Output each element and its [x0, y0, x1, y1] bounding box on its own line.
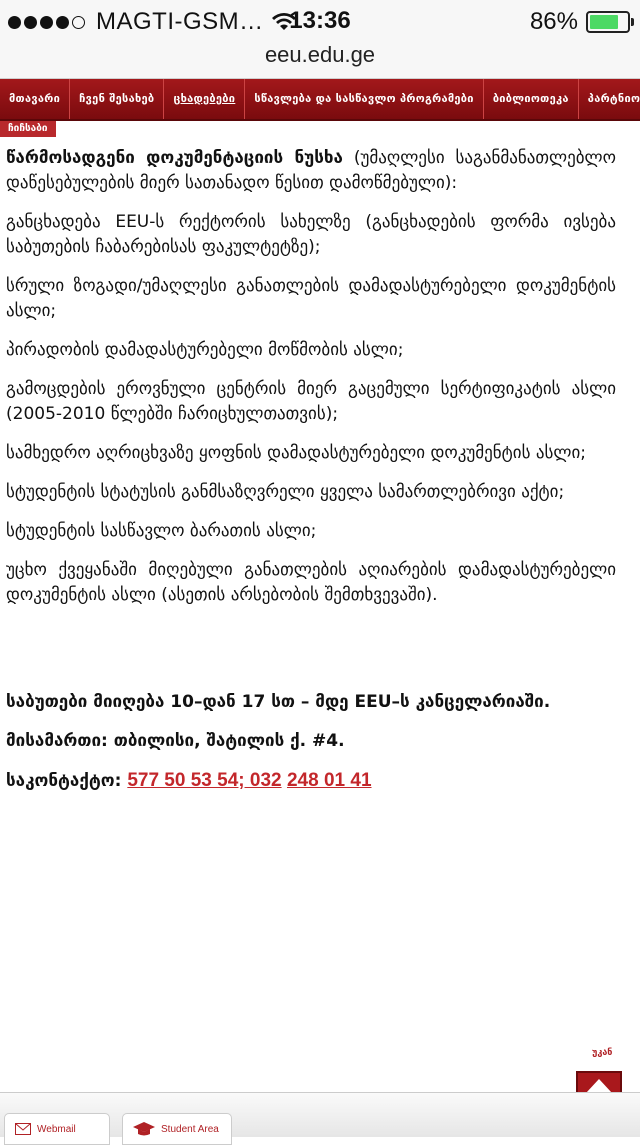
- document-item: სრული ზოგადი/უმაღლესი განათლების დამადასტურებელი დოკუმენტის ასლი;: [6, 276, 616, 321]
- nav-item[interactable]: ბიბლიოთეკა: [484, 79, 579, 119]
- nav-subtab[interactable]: ჩიჩსაბი: [0, 121, 56, 137]
- contact: [6, 768, 616, 794]
- document-item: სტუდენტის სტატუსის განმსაზღვრელი ყველა სამართლებრივი აქტი;: [6, 482, 565, 502]
- student-area-tab[interactable]: [122, 1113, 232, 1145]
- office-hours-text: საბუთები მიიღება 10–დან 17 სთ – მდე EEU–ს კანცელარიაში.: [6, 692, 551, 712]
- nav-item[interactable]: პარტნიო: [579, 79, 640, 119]
- phone-link-1[interactable]: 577 50 53 54; 032: [127, 770, 282, 791]
- document-item: პირადობის დამადასტურებელი მოწმობის ასლი;: [6, 340, 404, 360]
- document-item: სამხედრო აღრიცხვაზე ყოფნის დამადასტურებელი დოკუმენტის ასლი;: [6, 443, 587, 463]
- document-item: გამოცდების ეროვნული ცენტრის მიერ გაცემული სერტიფიკატის ასლი (2005-2010 წლებში ჩარიცხულთათვის);: [6, 379, 616, 424]
- clock: 13:36: [289, 7, 351, 34]
- document-item: სტუდენტის სასწავლო ბარათის ასლი;: [6, 521, 317, 541]
- address: [6, 729, 616, 754]
- address-text: მისამართი: თბილისი, შატილის ქ. #4.: [6, 731, 345, 751]
- battery-fill: [590, 15, 618, 29]
- contact-label: საკონტაქტო:: [6, 771, 128, 791]
- address-bar[interactable]: [0, 42, 640, 79]
- office-hours: [6, 690, 616, 715]
- url-text[interactable]: eeu.edu.ge: [264, 42, 376, 67]
- webmail-tab[interactable]: [4, 1113, 110, 1145]
- intro-paragraph: [6, 146, 616, 196]
- intro-heading: წარმოსადგენი დოკუმენტაციის ნუსხა: [6, 148, 343, 168]
- phone-link-2[interactable]: 248 01 41: [286, 770, 372, 791]
- webmail-label: Webmail: [37, 1123, 76, 1135]
- intro-text: (უმაღლესი საგანმანათლებლო დაწესებულების მიერ სათანადო წესით დამოწმებული):: [6, 148, 616, 193]
- nav-item[interactable]: ცხადებები: [164, 79, 245, 119]
- back-to-top-label: უკან: [592, 1048, 613, 1058]
- nav-item[interactable]: მთავარი: [0, 79, 70, 119]
- carrier-name: MAGTI-GSM…: [96, 8, 264, 35]
- battery-area: [530, 8, 630, 36]
- battery-percentage: 86%: [529, 8, 578, 35]
- graduation-cap-icon: [133, 1122, 155, 1136]
- student-area-label: Student Area: [161, 1123, 219, 1135]
- main-content: [6, 146, 616, 808]
- battery-icon: [586, 11, 630, 33]
- nav-item[interactable]: ჩვენ შესახებ: [70, 79, 164, 119]
- mail-icon: [15, 1123, 31, 1135]
- document-item: უცხო ქვეყანაში მიღებული განათლების აღიარების დამადასტურებელი დოკუმენტის ასლი (ასეთის არსებობის შემთხვევაში).: [6, 560, 616, 605]
- document-item: განცხადება EEU-ს რექტორის სახელზე (განცხადების ფორმა ივსება საბუთების ჩაბარებისას ფაკულტეტზე);: [6, 212, 616, 257]
- nav-item[interactable]: სწავლება და სასწავლო პროგრამები: [245, 79, 484, 119]
- bottom-bar: [0, 1092, 640, 1137]
- status-bar: [0, 0, 640, 42]
- main-navigation: [0, 79, 640, 121]
